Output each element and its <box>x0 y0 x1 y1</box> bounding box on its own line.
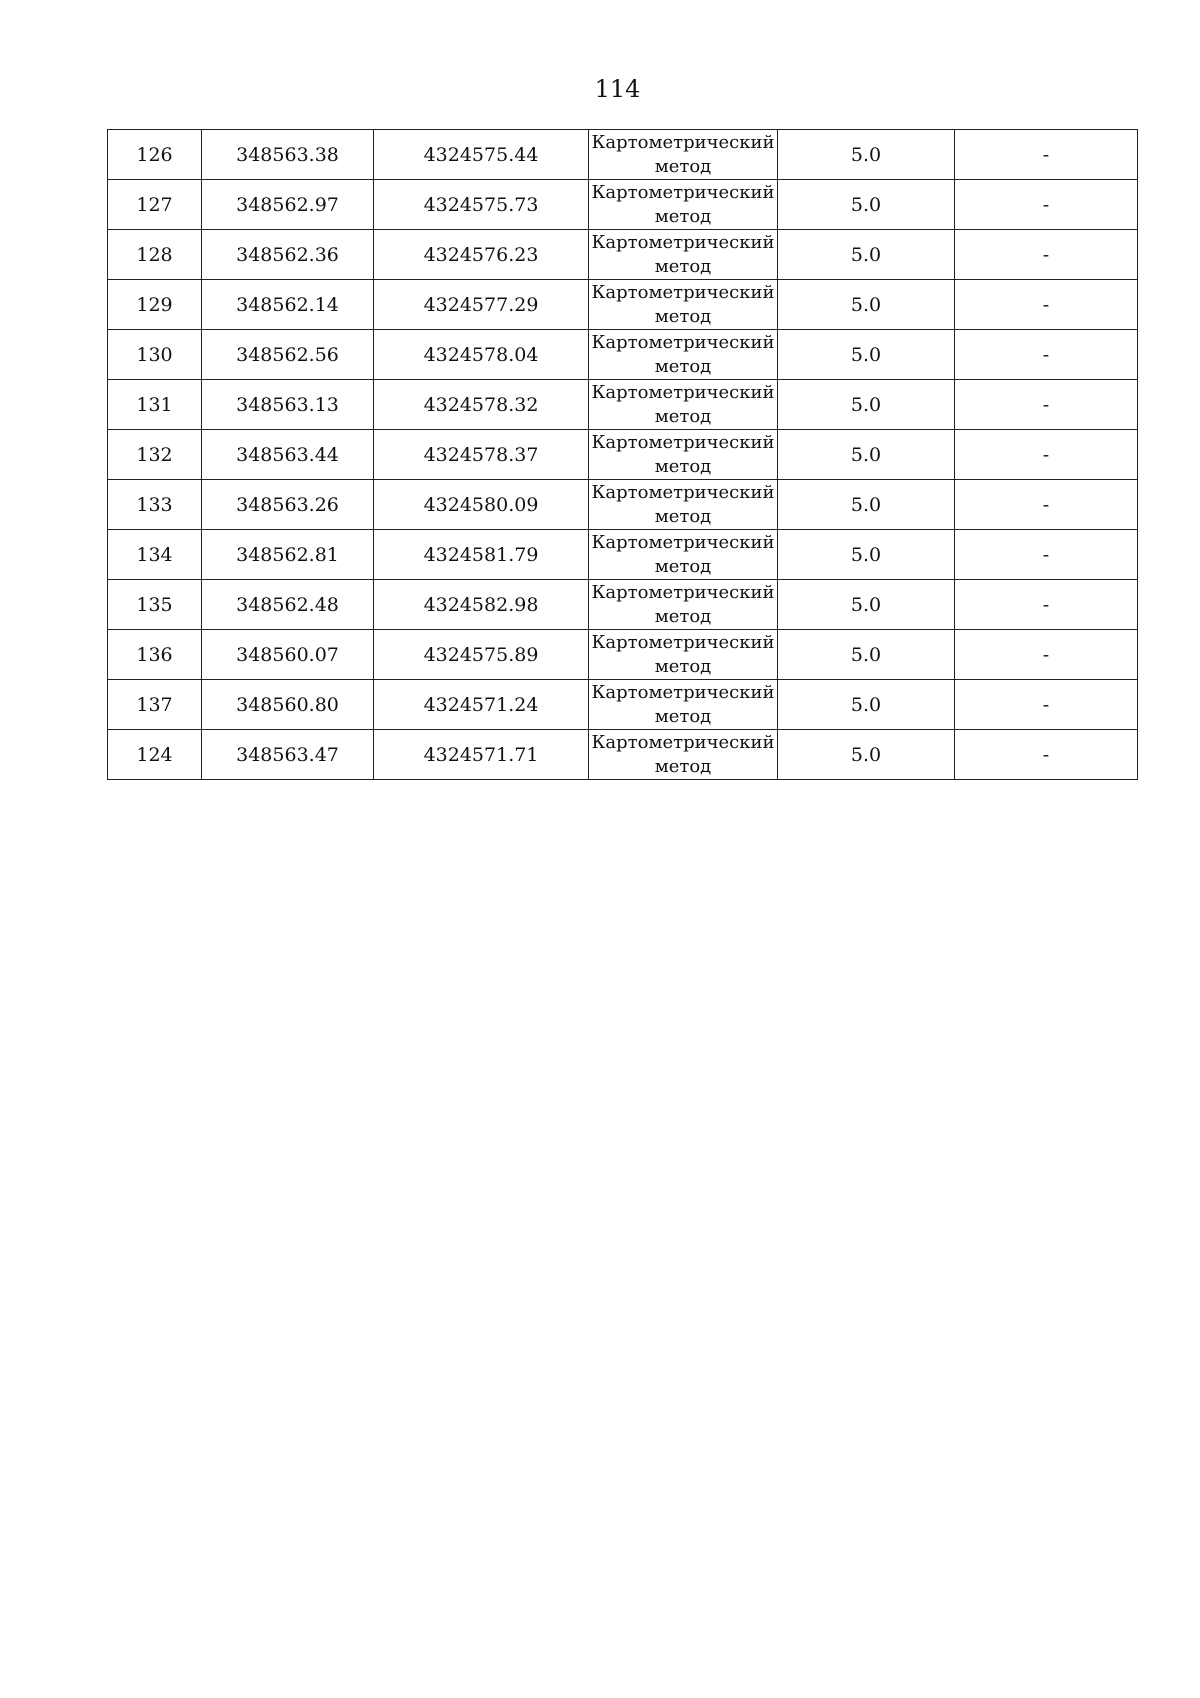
y-coordinate-cell: 4324580.09 <box>374 480 589 530</box>
method-line-1: Картометрический <box>591 682 775 703</box>
method-cell <box>589 480 778 530</box>
point-number-cell: 126 <box>108 130 202 180</box>
accuracy-cell: 5.0 <box>778 280 955 330</box>
point-number-cell: 130 <box>108 330 202 380</box>
x-coordinate-cell: 348562.97 <box>202 180 374 230</box>
note-cell: - <box>955 230 1138 280</box>
accuracy-cell: 5.0 <box>778 480 955 530</box>
method-line-2: метод <box>654 756 712 777</box>
accuracy-cell: 5.0 <box>778 380 955 430</box>
method-line-2: метод <box>654 356 712 377</box>
y-coordinate-cell: 4324575.44 <box>374 130 589 180</box>
method-cell <box>589 280 778 330</box>
method-line-2: метод <box>654 306 712 327</box>
method-line-2: метод <box>654 156 712 177</box>
table-row <box>108 530 1138 580</box>
note-cell: - <box>955 130 1138 180</box>
method-line-1: Картометрический <box>591 532 775 553</box>
x-coordinate-cell: 348563.38 <box>202 130 374 180</box>
point-number-cell: 132 <box>108 430 202 480</box>
method-cell <box>589 580 778 630</box>
method-line-1: Картометрический <box>591 632 775 653</box>
table-row <box>108 480 1138 530</box>
table-row <box>108 180 1138 230</box>
point-number-cell: 128 <box>108 230 202 280</box>
method-cell <box>589 730 778 780</box>
note-cell: - <box>955 480 1138 530</box>
method-line-1: Картометрический <box>591 382 775 403</box>
method-line-1: Картометрический <box>591 432 775 453</box>
accuracy-cell: 5.0 <box>778 330 955 380</box>
method-cell <box>589 130 778 180</box>
table-row <box>108 730 1138 780</box>
y-coordinate-cell: 4324575.73 <box>374 180 589 230</box>
note-cell: - <box>955 530 1138 580</box>
point-number-cell: 137 <box>108 680 202 730</box>
x-coordinate-cell: 348563.13 <box>202 380 374 430</box>
y-coordinate-cell: 4324571.24 <box>374 680 589 730</box>
point-number-cell: 135 <box>108 580 202 630</box>
table-row <box>108 130 1138 180</box>
coordinates-table <box>107 129 1138 780</box>
point-number-cell: 127 <box>108 180 202 230</box>
table-row <box>108 430 1138 480</box>
table-row <box>108 680 1138 730</box>
method-cell <box>589 680 778 730</box>
accuracy-cell: 5.0 <box>778 230 955 280</box>
y-coordinate-cell: 4324578.37 <box>374 430 589 480</box>
table-row <box>108 580 1138 630</box>
y-coordinate-cell: 4324577.29 <box>374 280 589 330</box>
y-coordinate-cell: 4324578.04 <box>374 330 589 380</box>
point-number-cell: 131 <box>108 380 202 430</box>
y-coordinate-cell: 4324581.79 <box>374 530 589 580</box>
x-coordinate-cell: 348562.81 <box>202 530 374 580</box>
method-line-2: метод <box>654 506 712 527</box>
note-cell: - <box>955 280 1138 330</box>
method-cell <box>589 630 778 680</box>
x-coordinate-cell: 348563.44 <box>202 430 374 480</box>
method-line-2: метод <box>654 206 712 227</box>
note-cell: - <box>955 630 1138 680</box>
y-coordinate-cell: 4324575.89 <box>374 630 589 680</box>
x-coordinate-cell: 348562.36 <box>202 230 374 280</box>
accuracy-cell: 5.0 <box>778 730 955 780</box>
method-line-2: метод <box>654 456 712 477</box>
method-line-2: метод <box>654 556 712 577</box>
method-line-2: метод <box>654 706 712 727</box>
y-coordinate-cell: 4324582.98 <box>374 580 589 630</box>
method-line-1: Картометрический <box>591 732 775 753</box>
y-coordinate-cell: 4324571.71 <box>374 730 589 780</box>
note-cell: - <box>955 180 1138 230</box>
table-row <box>108 380 1138 430</box>
method-line-1: Картометрический <box>591 582 775 603</box>
note-cell: - <box>955 380 1138 430</box>
point-number-cell: 134 <box>108 530 202 580</box>
method-cell <box>589 330 778 380</box>
method-line-1: Картометрический <box>591 182 775 203</box>
accuracy-cell: 5.0 <box>778 180 955 230</box>
x-coordinate-cell: 348562.48 <box>202 580 374 630</box>
method-cell <box>589 380 778 430</box>
method-line-2: метод <box>654 606 712 627</box>
x-coordinate-cell: 348563.47 <box>202 730 374 780</box>
page-number: 114 <box>594 75 641 103</box>
method-line-1: Картометрический <box>591 482 775 503</box>
x-coordinate-cell: 348562.14 <box>202 280 374 330</box>
x-coordinate-cell: 348563.26 <box>202 480 374 530</box>
table-row <box>108 230 1138 280</box>
method-cell <box>589 430 778 480</box>
accuracy-cell: 5.0 <box>778 630 955 680</box>
accuracy-cell: 5.0 <box>778 580 955 630</box>
method-line-1: Картометрический <box>591 282 775 303</box>
accuracy-cell: 5.0 <box>778 530 955 580</box>
note-cell: - <box>955 730 1138 780</box>
table-row <box>108 330 1138 380</box>
method-cell <box>589 230 778 280</box>
coordinates-table-body <box>108 130 1138 780</box>
method-line-2: метод <box>654 256 712 277</box>
accuracy-cell: 5.0 <box>778 130 955 180</box>
point-number-cell: 136 <box>108 630 202 680</box>
x-coordinate-cell: 348560.80 <box>202 680 374 730</box>
y-coordinate-cell: 4324578.32 <box>374 380 589 430</box>
note-cell: - <box>955 580 1138 630</box>
y-coordinate-cell: 4324576.23 <box>374 230 589 280</box>
accuracy-cell: 5.0 <box>778 430 955 480</box>
table-row <box>108 630 1138 680</box>
method-line-1: Картометрический <box>591 132 775 153</box>
table-row <box>108 280 1138 330</box>
method-cell <box>589 530 778 580</box>
method-line-1: Картометрический <box>591 332 775 353</box>
point-number-cell: 129 <box>108 280 202 330</box>
method-line-2: метод <box>654 406 712 427</box>
x-coordinate-cell: 348560.07 <box>202 630 374 680</box>
x-coordinate-cell: 348562.56 <box>202 330 374 380</box>
method-line-1: Картометрический <box>591 232 775 253</box>
accuracy-cell: 5.0 <box>778 680 955 730</box>
note-cell: - <box>955 680 1138 730</box>
point-number-cell: 133 <box>108 480 202 530</box>
point-number-cell: 124 <box>108 730 202 780</box>
method-line-2: метод <box>654 656 712 677</box>
note-cell: - <box>955 430 1138 480</box>
method-cell <box>589 180 778 230</box>
note-cell: - <box>955 330 1138 380</box>
